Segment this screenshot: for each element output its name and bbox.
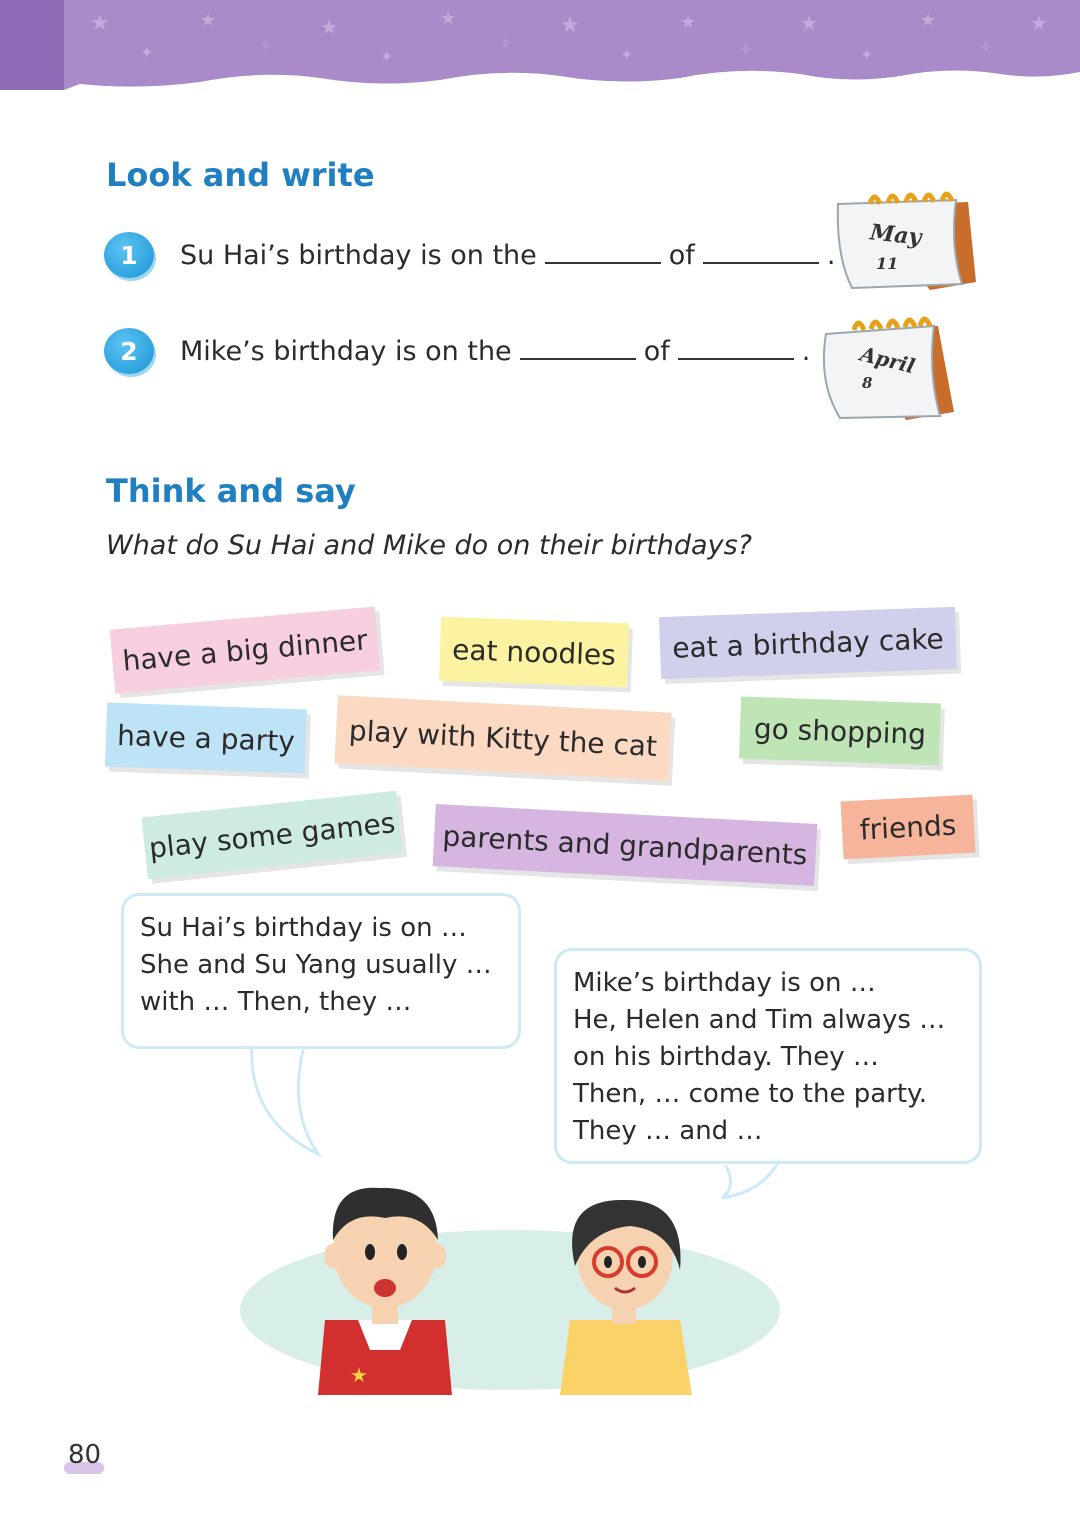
answer-blank[interactable]	[545, 242, 661, 264]
question-2	[104, 326, 810, 376]
phrase-card: play with Kitty the cat	[334, 695, 671, 780]
section-title-look-and-write: Look and write	[106, 156, 375, 194]
svg-text:★: ★	[350, 1363, 368, 1387]
answer-blank[interactable]	[678, 338, 794, 360]
svg-text:★: ★	[90, 11, 110, 36]
speech-bubble-mike: Mike’s birthday is on … He, Helen and Tim always … on his birthday. They … Then, … come to the party. They … and …	[554, 948, 982, 1164]
svg-text:★: ★	[1030, 11, 1048, 35]
calendar-icon	[830, 186, 980, 296]
svg-text:✧: ✧	[500, 36, 512, 52]
svg-text:★: ★	[560, 13, 580, 38]
svg-text:★: ★	[440, 8, 457, 29]
answer-blank[interactable]	[520, 338, 636, 360]
bubble-tail	[248, 1040, 328, 1160]
svg-text:★: ★	[680, 12, 697, 33]
question-1	[104, 230, 835, 280]
question-text: Mike’s birthday is on the of .	[180, 335, 811, 367]
phrase-card: have a big dinner	[110, 607, 381, 694]
svg-text:✦: ✦	[140, 43, 154, 62]
calendar-month: May	[868, 219, 923, 251]
phrase-card: parents and grandparents	[433, 804, 818, 886]
phrase-card: friends	[841, 795, 976, 860]
svg-text:★: ★	[800, 11, 818, 35]
phrase-card: go shopping	[739, 697, 941, 766]
calendar-icon	[816, 308, 961, 426]
speech-bubble-su-hai: Su Hai’s birthday is on … She and Su Yang usually … with … Then, they …	[121, 893, 521, 1049]
number-badge: 1	[104, 232, 154, 278]
svg-text:✧: ✧	[740, 42, 752, 58]
svg-text:✧: ✧	[260, 38, 272, 54]
calendar-month: April	[857, 341, 918, 379]
children-illustration	[230, 1170, 810, 1420]
header-banner	[0, 0, 1080, 96]
phrase-card: have a party	[105, 703, 307, 774]
question-text: Su Hai’s birthday is on the of .	[180, 239, 836, 271]
svg-text:✦: ✦	[380, 47, 394, 66]
phrase-card: eat noodles	[439, 617, 629, 688]
prompt-question: What do Su Hai and Mike do on their birthdays?	[106, 530, 752, 561]
phrase-card: eat a birthday cake	[659, 607, 957, 679]
calendar-day: 11	[876, 254, 899, 273]
svg-text:★: ★	[920, 10, 937, 31]
answer-blank[interactable]	[703, 242, 819, 264]
phrase-card: play some games	[141, 791, 402, 879]
section-title-think-and-say: Think and say	[106, 472, 356, 510]
svg-text:★: ★	[320, 15, 338, 39]
number-badge: 2	[104, 328, 154, 374]
svg-text:★: ★	[200, 10, 217, 31]
svg-text:✧: ✧	[980, 40, 992, 56]
page-number: 80	[68, 1440, 102, 1470]
svg-text:✦: ✦	[620, 45, 634, 64]
calendar-day: 8	[862, 374, 873, 392]
svg-text:✦: ✦	[860, 45, 874, 64]
